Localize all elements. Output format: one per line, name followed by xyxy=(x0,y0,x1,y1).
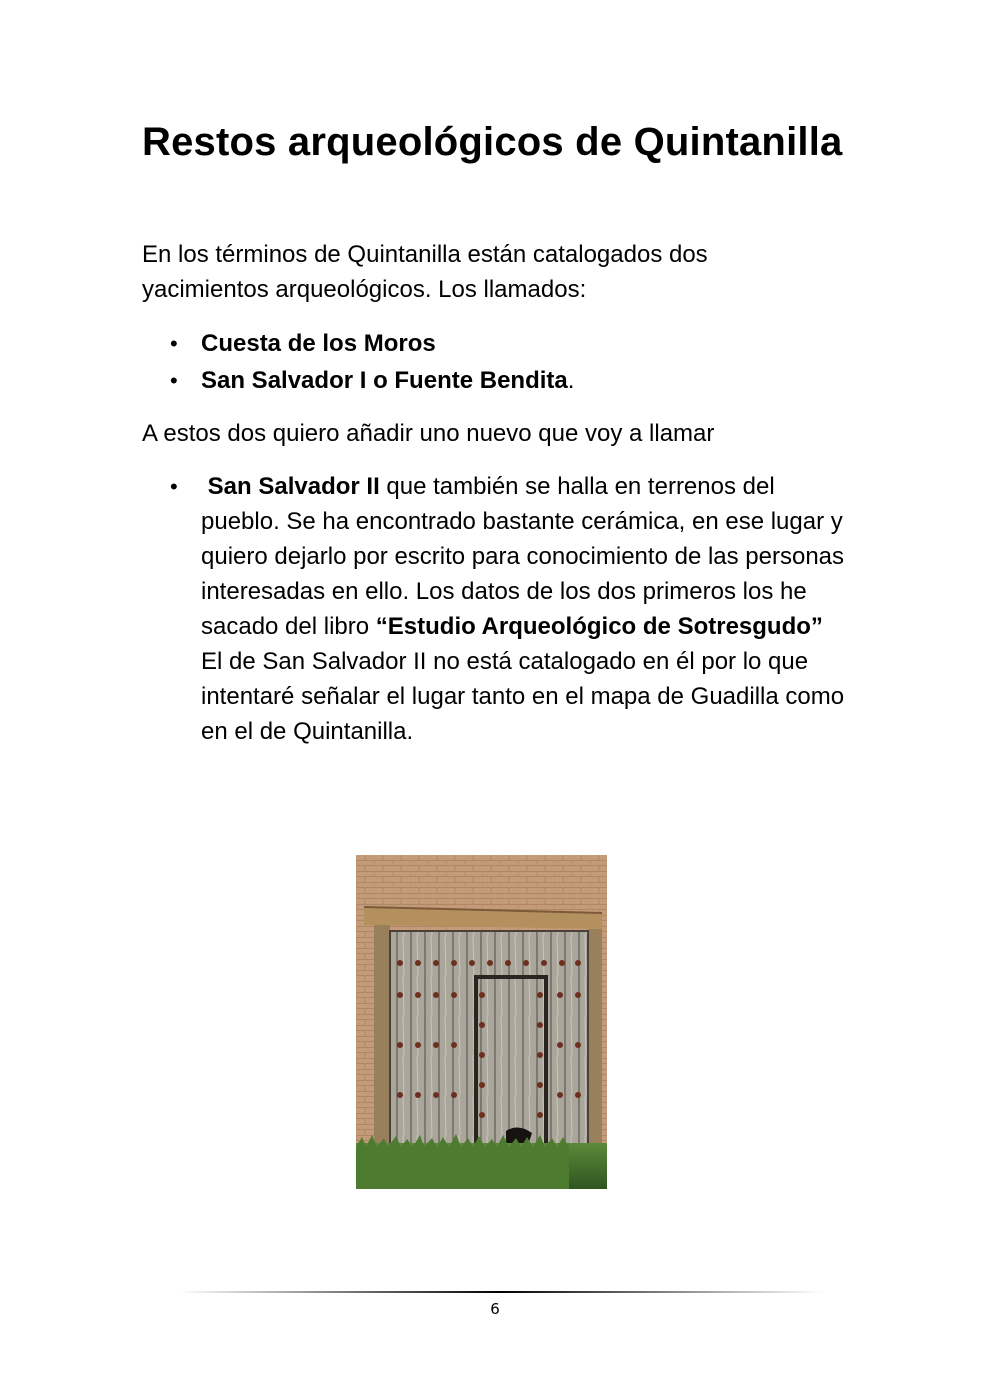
book-title: “Estudio Arqueológico de Sotresgudo” xyxy=(375,613,823,640)
footer-divider xyxy=(178,1291,823,1293)
wooden-door-photo xyxy=(356,855,607,1189)
site-name: San Salvador I o Fuente Bendita xyxy=(201,367,568,394)
intro-line-1: En los términos de Quintanilla están catalogados dos xyxy=(142,241,708,268)
bullet-icon: • xyxy=(170,331,178,356)
list-item xyxy=(142,326,862,361)
page-number: 6 xyxy=(490,1300,500,1318)
bullet-icon: • xyxy=(170,474,178,499)
site-description: que también se halla en terrenos del pueblo. Se ha encontrado bastante cerámica, en ese lugar y quiero dejarlo por escrito para conocimiento de las personas interesadas en ello. Los datos de los dos primeros los he sacado del libro xyxy=(201,473,845,640)
page-title: Restos arqueológicos de Quintanilla xyxy=(142,120,843,164)
new-site-list xyxy=(142,469,847,751)
list-item xyxy=(142,469,847,749)
bullet-icon: • xyxy=(170,368,178,393)
site-name: San Salvador II xyxy=(207,473,380,500)
site-description-cont: El de San Salvador II no está catalogado en él por lo que intentaré señalar el lugar tanto en el mapa de Guadilla como en el de Quintanilla. xyxy=(201,648,845,745)
site-name: Cuesta de los Moros xyxy=(201,330,436,357)
intro-line-2: yacimientos arqueológicos. Los llamados: xyxy=(142,276,587,303)
list-item: • San Salvador I o Fuente Bendita. xyxy=(142,363,862,398)
transition-text: A estos dos quiero añadir uno nuevo que voy a llamar xyxy=(142,420,715,447)
catalogued-sites-list xyxy=(142,326,862,400)
